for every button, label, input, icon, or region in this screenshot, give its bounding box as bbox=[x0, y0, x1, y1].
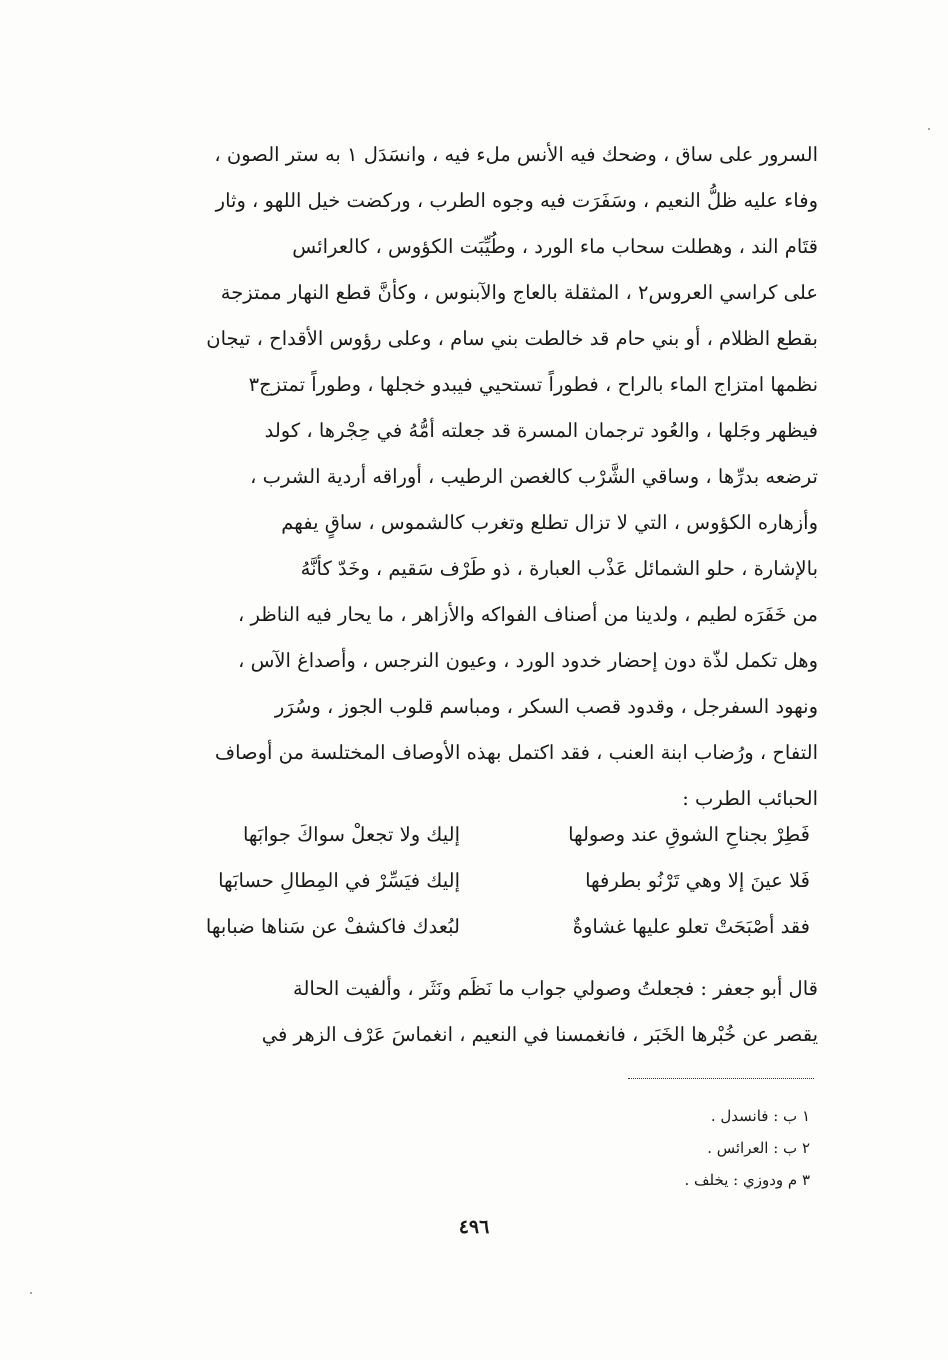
closing-paragraph bbox=[118, 966, 818, 1058]
text-line: وهل تكمل لذّة دون إحضار خدود الورد ، وعيون النرجس ، وأصداغ الآس ، bbox=[238, 649, 818, 672]
text-line: نظمها امتزاج الماء بالراح ، فطوراً تستحيي فيبدو خجلها ، وطوراً تمتزج٣ bbox=[248, 373, 818, 396]
footnotes bbox=[500, 1100, 810, 1196]
text-line: السرور على ساق ، وضحك فيه الأنس ملء فيه ، وانسَدَل ١ به ستر الصون ، bbox=[214, 143, 818, 166]
verse-second-hemistich: إليك ولا تجعلْ سواكَ جوابَها bbox=[242, 823, 460, 846]
verse-first-hemistich: فَطِرْ بجناحِ الشوقِ عند وصولها bbox=[568, 823, 810, 846]
poem-verse bbox=[130, 812, 810, 858]
text-line: من خَفَرَه لطيم ، ولدينا من أصناف الفواكه والأزاهر ، ما يحار فيه الناظر ، bbox=[238, 603, 818, 626]
paper-speck bbox=[30, 1292, 32, 1294]
footnote: ١ ب : فانسدل . bbox=[710, 1107, 810, 1125]
footnote: ٢ ب : العرائس . bbox=[707, 1139, 810, 1157]
text-line: على كراسي العروس٢ ، المثقلة بالعاج والآبنوس ، وكأنَّ قطع النهار ممتزجة bbox=[220, 281, 818, 304]
text-line: ترضعه بدرِّها ، وساقي الشَّرْب كالغصن الرطيب ، أوراقه أردية الشرب ، bbox=[250, 465, 818, 488]
text-line: يقصر عن خُبْرها الخَبَر ، فانغمسنا في النعيم ، انغماسَ عَرْف الزهر في bbox=[261, 1023, 818, 1046]
text-line: التفاح ، ورُضاب ابنة العنب ، فقد اكتمل بهذه الأوصاف المختلسة من أوصاف bbox=[214, 741, 818, 764]
poem-verse bbox=[130, 904, 810, 950]
text-line: الحبائب الطرب : bbox=[682, 787, 818, 810]
page-number: ٤٩٦ bbox=[458, 1216, 490, 1238]
paper-speck bbox=[928, 128, 930, 130]
poem-verse bbox=[130, 858, 810, 904]
text-line: قتَام الند ، وهطلت سحاب ماء الورد ، وطُيِّبَت الكؤوس ، كالعرائس bbox=[292, 235, 818, 258]
text-line: ونهود السفرجل ، وقدود قصب السكر ، ومباسم قلوب الجوز ، وسُرَر bbox=[274, 695, 818, 718]
text-line: فيظهر وجَلها ، والعُود ترجمان المسرة قد جعلته أمُّهُ في حِجْرها ، كولد bbox=[264, 419, 818, 442]
footnote: ٣ م ودوزي : يخلف . bbox=[684, 1171, 810, 1189]
verse-second-hemistich: إليك فيَسِّرْ في المِطالِ حسابَها bbox=[218, 869, 460, 892]
text-line: بقطع الظلام ، أو بني حام قد خالطت بني سام ، وعلى رؤوس الأقداح ، تيجان bbox=[206, 327, 818, 350]
text-line: بالإشارة ، حلو الشمائل عَذْب العبارة ، ذو طَرْف سَقيم ، وخَدّ كأنَّهُ bbox=[300, 557, 818, 580]
text-line: وفاء عليه ظلُّ النعيم ، وسَفَرَت فيه وجوه الطرب ، وركضت خيل اللهو ، وثار bbox=[215, 189, 818, 212]
verse-second-hemistich: لبُعدك فاكشفْ عن سَناها ضبابها bbox=[205, 915, 460, 938]
verse-first-hemistich: فَلا عينَ إلا وهي تَرْنُو بطرفها bbox=[585, 869, 810, 892]
poem bbox=[130, 812, 810, 950]
text-line: وأزهاره الكؤوس ، التي لا تزال تطلع وتغرب كالشموس ، ساقٍ يفهم bbox=[281, 511, 818, 534]
main-paragraph bbox=[118, 132, 818, 822]
verse-first-hemistich: فقد أصْبَحَتْ تعلو عليها غشاوةٌ bbox=[572, 915, 810, 938]
footnote-divider bbox=[628, 1078, 814, 1079]
text-line: قال أبو جعفر : فجعلتُ وصولي جواب ما نَظَم ونَثَر ، وألفيت الحالة bbox=[293, 977, 818, 1000]
